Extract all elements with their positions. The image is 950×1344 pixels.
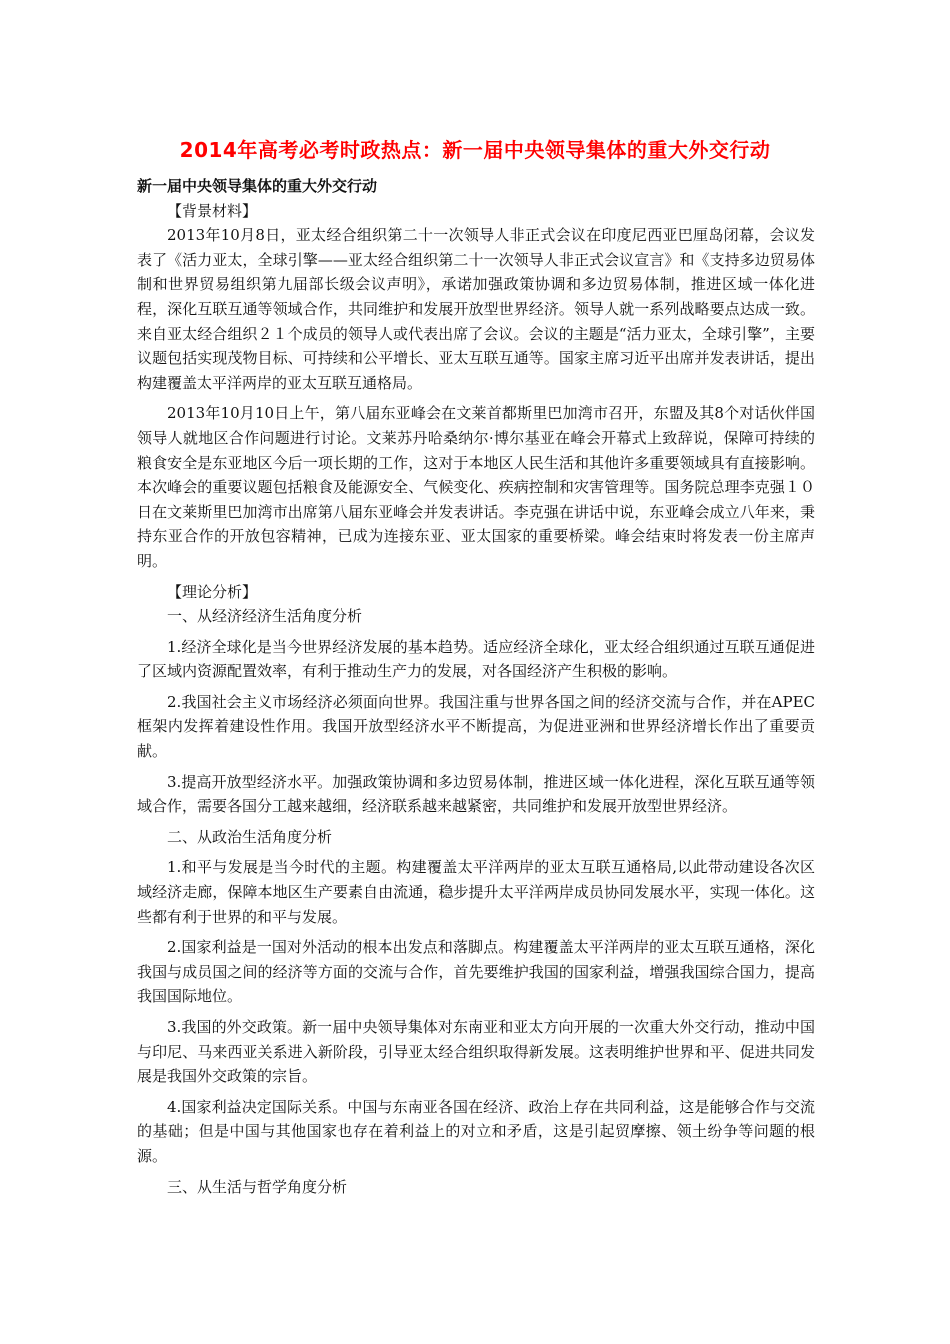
section-heading-political: 二、从政治生活角度分析 <box>167 827 333 846</box>
section-item: 2.国家利益是一国对外活动的根本出发点和落脚点。构建覆盖太平洋两岸的亚太互联互通格，深化我国与成员国之间的经济等方面的交流与合作，首先要维护我国的国家利益，增强我国综合国力，提高我国国际地位。 <box>137 938 815 1006</box>
article-subtitle: 新一届中央领导集体的重大外交行动 <box>137 177 378 195</box>
page-title: 2014年高考必考时政热点：新一届中央领导集体的重大外交行动 <box>179 138 771 162</box>
analysis-heading: 【理论分析】 <box>167 582 258 601</box>
section-item: 3.我国的外交政策。新一届中央领导集体对东南亚和亚太方向开展的一次重大外交行动，推动中国与印尼、马来西亚关系进入新阶段，引导亚太经合组织取得新发展。这表明维护世界和平、促进共同发展是我国外交政策的宗旨。 <box>137 1018 815 1086</box>
section-heading-economic: 一、从经济经济生活角度分析 <box>167 607 363 626</box>
section-item: 4.国家利益决定国际关系。中国与东南亚各国在经济、政治上存在共同利益，这是能够合作与交流的基础；但是中国与其他国家也存在着利益上的对立和矛盾，这是引起贸摩擦、领土纷争等问题的根源。 <box>137 1097 815 1165</box>
section-heading-philosophy: 三、从生活与哲学角度分析 <box>167 1177 348 1196</box>
section-item: 1.经济全球化是当今世界经济发展的基本趋势。适应经济全球化，亚太经合组织通过互联互通促进了区域内资源配置效率，有利于推动生产力的发展，对各国经济产生积极的影响。 <box>137 637 815 681</box>
section-item: 1.和平与发展是当今时代的主题。构建覆盖太平洋两岸的亚太互联互通格局,以此带动建设各次区域经济走廊，保障本地区生产要素自由流通，稳步提升太平洋两岸成员协同发展水平，实现一体化。这些都有利于世界的和平与发展。 <box>137 858 815 926</box>
section-item: 3.提高开放型经济水平。加强政策协调和多边贸易体制，推进区域一体化进程，深化互联互通等领域合作，需要各国分工越来越细，经济联系越来越紧密，共同维护和发展开放型世界经济。 <box>137 772 815 816</box>
background-heading: 【背景材料】 <box>167 201 258 220</box>
document-body <box>137 174 815 1199</box>
background-paragraph: 2013年10月8日，亚太经合组织第二十一次领导人非正式会议在印度尼西亚巴厘岛闭幕，会议发表了《活力亚太，全球引擎——亚太经合组织第二十一次领导人非正式会议宣言》和《支持多边贸易体制和世界贸易组织第九届部长级会议声明》，承诺加强政策协调和多边贸易体制，推进区域一体化进程，深化互联互通等领域合作，共同维护和发展开放型世界经济。领导人就一系列战略要点达成一致。来自亚太经合组织２１个成员的领导人或代表出席了会议。会议的主题是“活力亚太，全球引擎”，主要议题包括实现茂物目标、可持续和公平增长、亚太互联互通等。国家主席习近平出席并发表讲话，提出构建覆盖太平洋两岸的亚太互联互通格局。 <box>137 226 815 392</box>
background-paragraph: 2013年10月10日上午，第八届东亚峰会在文莱首都斯里巴加湾市召开，东盟及其8个对话伙伴国领导人就地区合作问题进行讨论。文莱苏丹哈桑纳尔·博尔基亚在峰会开幕式上致辞说，保障可持续的粮食安全是东亚地区今后一项长期的工作，这对于本地区人民生活和其他许多重要领域具有直接影响。本次峰会的重要议题包括粮食及能源安全、气候变化、疾病控制和灾害管理等。国务院总理李克强１０日在文莱斯里巴加湾市出席第八届东亚峰会并发表讲话。李克强在讲话中说，东亚峰会成立八年来，秉持东亚合作的开放包容精神，已成为连接东亚、亚太国家的重要桥梁。峰会结束时将发表一份主席声明。 <box>137 404 815 570</box>
section-item: 2.我国社会主义市场经济必须面向世界。我国注重与世界各国之间的经济交流与合作，并在APEC框架内发挥着建设性作用。我国开放型经济水平不断提高，为促进亚洲和世界经济增长作出了重要贡献。 <box>137 692 815 761</box>
